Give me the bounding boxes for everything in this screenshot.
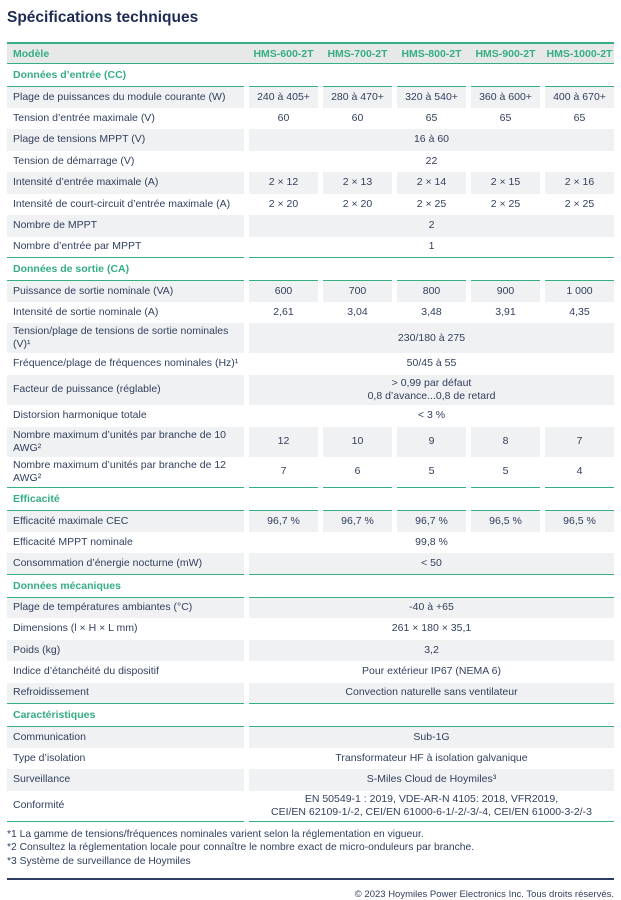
spec-value-merged: > 0,99 par défaut 0,8 d’avance...0,8 de retard — [249, 375, 614, 405]
spec-row — [7, 86, 614, 108]
footnote-3: *3 Système de surveillance de Hoymiles — [7, 855, 191, 867]
section-header: Caractéristiques — [7, 704, 614, 726]
section-header: Données mécaniques — [7, 575, 614, 597]
spec-label: Conformité — [7, 791, 244, 822]
spec-value: 2 × 15 — [471, 172, 540, 194]
spec-value: 60 — [249, 108, 318, 130]
spec-label: Nombre de MPPT — [7, 215, 244, 237]
spec-row — [7, 748, 614, 770]
spec-label: Indice d’étanchéité du dispositif — [7, 661, 244, 683]
spec-row — [7, 791, 614, 822]
spec-label: Tension/plage de tensions de sortie nominales (V)¹ — [7, 323, 244, 353]
spec-row — [7, 553, 614, 575]
footnote-1: *1 La gamme de tensions/fréquences nominales varient selon la réglementation en vigueur. — [7, 828, 424, 840]
spec-value: 800 — [397, 280, 466, 302]
spec-value: 2 × 13 — [323, 172, 392, 194]
spec-row — [7, 532, 614, 554]
section-header: Données d’entrée (CC) — [7, 64, 614, 86]
spec-label: Type d’isolation — [7, 748, 244, 770]
spec-row — [7, 215, 614, 237]
spec-label: Fréquence/plage de fréquences nominales (Hz)¹ — [7, 353, 244, 375]
spec-value: 280 à 470+ — [323, 86, 392, 108]
spec-value-merged: 50/45 à 55 — [249, 353, 614, 375]
spec-label: Communication — [7, 726, 244, 748]
spec-label: Facteur de puissance (réglable) — [7, 375, 244, 405]
spec-label: Nombre d’entrée par MPPT — [7, 237, 244, 259]
spec-label: Plage de puissances du module courante (W) — [7, 86, 244, 108]
spec-value-merged: 3,2 — [249, 640, 614, 662]
spec-table — [7, 42, 614, 822]
spec-value: 2 × 25 — [545, 194, 614, 216]
spec-value: 9 — [397, 427, 466, 457]
spec-row — [7, 194, 614, 216]
model-header-row — [7, 42, 614, 64]
spec-value-merged: < 3 % — [249, 405, 614, 427]
spec-value: 2 × 14 — [397, 172, 466, 194]
spec-label: Plage de tensions MPPT (V) — [7, 129, 244, 151]
spec-row — [7, 172, 614, 194]
spec-value: 2 × 12 — [249, 172, 318, 194]
spec-row — [7, 280, 614, 302]
spec-value: 65 — [471, 108, 540, 130]
spec-value: 360 à 600+ — [471, 86, 540, 108]
spec-value: 4 — [545, 457, 614, 488]
spec-label: Intensité de court-circuit d’entrée maximale (A) — [7, 194, 244, 216]
footnotes — [7, 828, 614, 868]
spec-value-merged: 230/180 à 275 — [249, 323, 614, 353]
spec-label: Tension d’entrée maximale (V) — [7, 108, 244, 130]
spec-value-merged: S-Miles Cloud de Hoymiles³ — [249, 769, 614, 791]
page-title: Spécifications techniques — [7, 9, 199, 26]
spec-value: 320 à 540+ — [397, 86, 466, 108]
spec-value-merged: EN 50549-1 : 2019, VDE-AR-N 4105: 2018, VFR2019, CEI/EN 62109-1/-2, CEI/EN 61000-6-1/-2/-3/-4, CEI/EN 61000-3-2/-3 — [249, 791, 614, 822]
spec-value: 96,7 % — [249, 510, 318, 532]
spec-value-merged: Sub-1G — [249, 726, 614, 748]
spec-label: Tension de démarrage (V) — [7, 151, 244, 173]
spec-row — [7, 302, 614, 324]
spec-value: 600 — [249, 280, 318, 302]
spec-value: 240 à 405+ — [249, 86, 318, 108]
model-header-label: Modèle — [13, 47, 50, 60]
spec-label: Plage de températures ambiantes (°C) — [7, 597, 244, 619]
spec-value: 2 × 16 — [545, 172, 614, 194]
spec-value: 5 — [471, 457, 540, 488]
model-name: HMS-1000-2T — [546, 47, 613, 60]
spec-value: 96,5 % — [471, 510, 540, 532]
model-name: HMS-900-2T — [475, 47, 536, 60]
spec-value: 12 — [249, 427, 318, 457]
spec-row — [7, 405, 614, 427]
spec-row — [7, 661, 614, 683]
spec-value: 1 000 — [545, 280, 614, 302]
section-header: Données de sortie (CA) — [7, 258, 614, 280]
section-header: Efficacité — [7, 488, 614, 510]
spec-row — [7, 129, 614, 151]
spec-label: Nombre maximum d’unités par branche de 10 AWG² — [7, 427, 244, 457]
spec-value-merged: 16 à 60 — [249, 129, 614, 151]
spec-value: 2 × 20 — [249, 194, 318, 216]
copyright-text: © 2023 Hoymiles Power Electronics Inc. Tous droits réservés. — [354, 888, 614, 900]
spec-value: 3,48 — [397, 302, 466, 324]
spec-label: Intensité d’entrée maximale (A) — [7, 172, 244, 194]
spec-label: Refroidissement — [7, 683, 244, 705]
spec-value: 7 — [545, 427, 614, 457]
spec-row — [7, 457, 614, 488]
spec-label: Intensité de sortie nominale (A) — [7, 302, 244, 324]
spec-value-merged: -40 à +65 — [249, 597, 614, 619]
spec-row — [7, 427, 614, 457]
spec-row — [7, 353, 614, 375]
spec-row — [7, 323, 614, 353]
spec-label: Nombre maximum d’unités par branche de 12 AWG² — [7, 457, 244, 488]
spec-label: Surveillance — [7, 769, 244, 791]
spec-label: Distorsion harmonique totale — [7, 405, 244, 427]
spec-value: 900 — [471, 280, 540, 302]
spec-label: Dimensions (l × H × L mm) — [7, 618, 244, 640]
spec-value: 7 — [249, 457, 318, 488]
spec-value-merged: 22 — [249, 151, 614, 173]
spec-value: 96,7 % — [397, 510, 466, 532]
spec-value: 3,04 — [323, 302, 392, 324]
spec-value: 60 — [323, 108, 392, 130]
spec-value: 8 — [471, 427, 540, 457]
spec-label: Efficacité maximale CEC — [7, 510, 244, 532]
spec-value-merged: Convection naturelle sans ventilateur — [249, 683, 614, 705]
spec-value-merged: 99,8 % — [249, 532, 614, 554]
spec-row — [7, 108, 614, 130]
spec-value: 65 — [545, 108, 614, 130]
spec-label: Poids (kg) — [7, 640, 244, 662]
model-name: HMS-800-2T — [401, 47, 462, 60]
spec-value: 10 — [323, 427, 392, 457]
spec-value: 700 — [323, 280, 392, 302]
spec-value: 5 — [397, 457, 466, 488]
spec-value: 3,91 — [471, 302, 540, 324]
spec-value: 400 à 670+ — [545, 86, 614, 108]
spec-value: 2,61 — [249, 302, 318, 324]
spec-value-merged: < 50 — [249, 553, 614, 575]
spec-row — [7, 237, 614, 259]
spec-label: Consommation d’énergie nocturne (mW) — [7, 553, 244, 575]
spec-row — [7, 769, 614, 791]
spec-value-merged: 2 — [249, 215, 614, 237]
spec-value: 6 — [323, 457, 392, 488]
spec-value: 4,35 — [545, 302, 614, 324]
spec-value: 65 — [397, 108, 466, 130]
spec-value-merged: Pour extérieur IP67 (NEMA 6) — [249, 661, 614, 683]
spec-row — [7, 640, 614, 662]
spec-label: Efficacité MPPT nominale — [7, 532, 244, 554]
spec-row — [7, 618, 614, 640]
spec-row — [7, 683, 614, 705]
spec-row — [7, 510, 614, 532]
spec-row — [7, 375, 614, 405]
spec-row — [7, 151, 614, 173]
spec-value: 2 × 25 — [471, 194, 540, 216]
spec-label: Puissance de sortie nominale (VA) — [7, 280, 244, 302]
spec-value-merged: 261 × 180 × 35,1 — [249, 618, 614, 640]
spec-value-merged: Transformateur HF à isolation galvanique — [249, 748, 614, 770]
footnote-2: *2 Consultez la réglementation locale pour connaître le nombre exact de micro-onduleurs par branche. — [7, 842, 475, 854]
spec-row — [7, 597, 614, 619]
model-name: HMS-600-2T — [253, 47, 314, 60]
model-name: HMS-700-2T — [327, 47, 388, 60]
spec-value: 96,7 % — [323, 510, 392, 532]
spec-value: 2 × 20 — [323, 194, 392, 216]
spec-row — [7, 726, 614, 748]
spec-value: 96,5 % — [545, 510, 614, 532]
spec-value-merged: 1 — [249, 237, 614, 259]
spec-value: 2 × 25 — [397, 194, 466, 216]
